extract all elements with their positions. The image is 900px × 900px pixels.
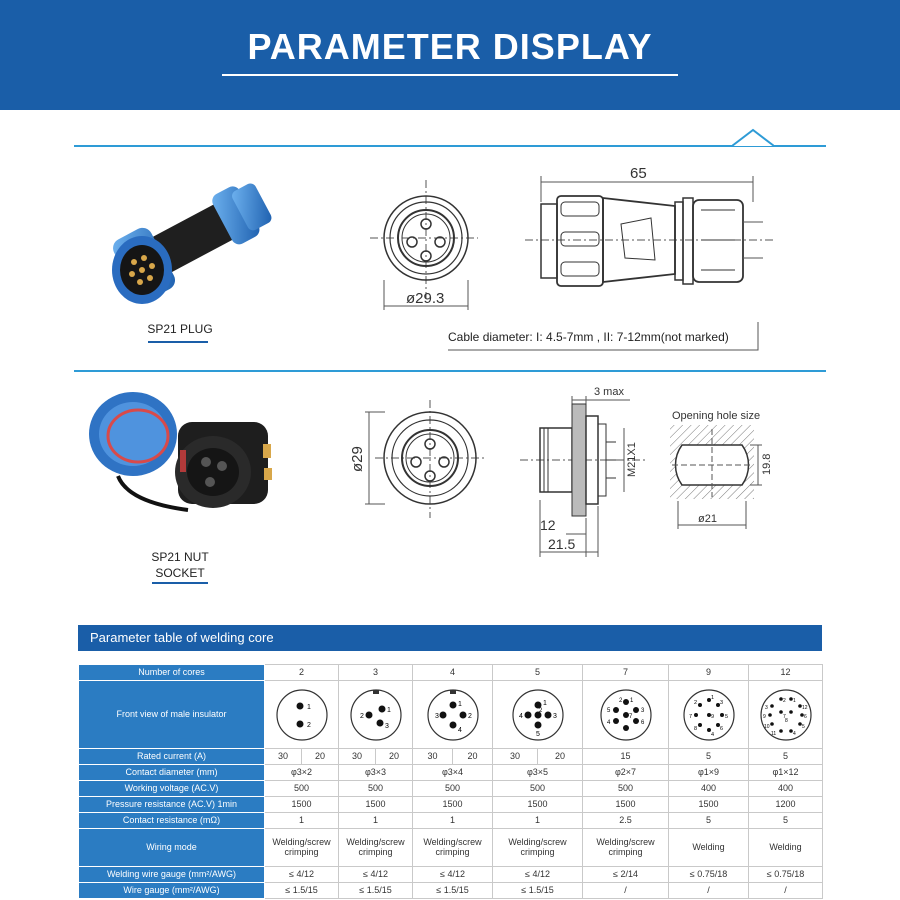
cell-insulator-2 — [265, 681, 339, 749]
cell-voltage: 500 — [265, 781, 339, 797]
insulator-9-icon — [682, 688, 736, 742]
insulator-5-icon — [511, 688, 565, 742]
svg-text:6: 6 — [640, 719, 644, 726]
section-divider-mid — [74, 370, 826, 372]
cell-resistance: 1 — [339, 813, 413, 829]
socket-thread-dim: M21X1 — [626, 442, 638, 477]
cell-cores: 12 — [749, 665, 823, 681]
opening-height-dim: 19.8 — [761, 453, 773, 475]
svg-text:1: 1 — [710, 694, 714, 701]
cell-current: 5 — [669, 749, 749, 765]
cell-wire-gauge: ≤ 1.5/15 — [265, 883, 339, 899]
cell-weld-gauge: ≤ 2/14 — [583, 867, 669, 883]
socket-front-drawing — [345, 400, 485, 520]
cell-wire-gauge: ≤ 1.5/15 — [413, 883, 493, 899]
svg-text:2: 2 — [538, 707, 542, 714]
cell-weld-gauge: ≤ 4/12 — [413, 867, 493, 883]
svg-text:2: 2 — [359, 712, 364, 720]
cell-current: 15 — [583, 749, 669, 765]
row-label-wire-gauge: Wire gauge (mm²/AWG) — [79, 883, 265, 899]
svg-text:3: 3 — [640, 707, 644, 714]
svg-text:12: 12 — [801, 704, 808, 711]
opening-width-dim: ø21 — [698, 513, 717, 525]
row-label-current: Rated current (A) — [79, 749, 265, 765]
svg-text:2: 2 — [693, 699, 697, 706]
svg-text:6: 6 — [719, 725, 723, 732]
row-label-pressure: Pressure resistance (AC.V) 1min — [79, 797, 265, 813]
cell-current: 30 20 — [339, 749, 413, 765]
cell-weld-gauge: ≤ 0.75/18 — [749, 867, 823, 883]
cell-wiring: Welding/screw crimping — [583, 829, 669, 867]
cell-cores: 9 — [669, 665, 749, 681]
row-label-voltage: Working voltage (AC.V) — [79, 781, 265, 797]
plug-product-image — [100, 170, 290, 320]
svg-text:1: 1 — [457, 700, 462, 708]
cell-resistance: 1 — [413, 813, 493, 829]
cell-contact-d: φ3×3 — [339, 765, 413, 781]
svg-text:1: 1 — [386, 706, 391, 714]
cell-resistance: 2.5 — [583, 813, 669, 829]
cell-wire-gauge: / — [749, 883, 823, 899]
row-label-weld-gauge: Welding wire gauge (mm²/AWG) — [79, 867, 265, 883]
svg-text:5: 5 — [801, 723, 805, 730]
svg-text:2: 2 — [782, 697, 786, 704]
svg-text:11: 11 — [770, 730, 776, 737]
cell-voltage: 500 — [493, 781, 583, 797]
svg-text:6: 6 — [803, 713, 807, 720]
cell-weld-gauge: ≤ 4/12 — [493, 867, 583, 883]
cell-wiring: Welding/screw crimping — [339, 829, 413, 867]
socket-12-dim: 12 — [540, 517, 556, 533]
insulator-7-icon — [599, 688, 653, 742]
svg-text:4: 4 — [606, 719, 610, 726]
cell-resistance: 5 — [669, 813, 749, 829]
insulator-3-icon — [349, 688, 403, 742]
svg-text:3: 3 — [552, 712, 557, 720]
socket-max-dim: 3 max — [594, 386, 624, 398]
cell-voltage: 500 — [339, 781, 413, 797]
cell-contact-d: φ2×7 — [583, 765, 669, 781]
svg-text:3: 3 — [719, 699, 723, 706]
svg-text:3: 3 — [764, 704, 768, 711]
cell-wiring: Welding/screw crimping — [493, 829, 583, 867]
svg-text:3: 3 — [434, 712, 439, 720]
cell-contact-d: φ3×5 — [493, 765, 583, 781]
socket-product-image — [78, 392, 288, 542]
row-wiring — [79, 829, 823, 867]
page-title: PARAMETER DISPLAY — [247, 26, 653, 67]
insulator-2-icon — [275, 688, 329, 742]
row-label-wiring: Wiring mode — [79, 829, 265, 867]
cell-contact-d: φ1×9 — [669, 765, 749, 781]
table-title: Parameter table of welding core — [90, 630, 274, 645]
cell-voltage: 500 — [583, 781, 669, 797]
socket-21-5-dim: 21.5 — [548, 536, 576, 552]
svg-text:4: 4 — [792, 730, 796, 737]
plug-front-drawing — [370, 180, 480, 310]
plug-length-dim: 65 — [630, 165, 647, 182]
insulator-4-icon — [426, 688, 480, 742]
svg-text:2: 2 — [306, 721, 311, 729]
svg-text:1: 1 — [306, 703, 311, 711]
cell-contact-d: φ1×12 — [749, 765, 823, 781]
cell-wire-gauge: ≤ 1.5/15 — [493, 883, 583, 899]
divider-caret-icon — [732, 128, 774, 148]
svg-text:2: 2 — [467, 712, 472, 720]
svg-text:4: 4 — [518, 712, 523, 720]
title-underline — [222, 74, 678, 76]
cell-weld-gauge: ≤ 4/12 — [265, 867, 339, 883]
opening-hole-drawing — [660, 405, 780, 535]
svg-text:5: 5 — [724, 713, 728, 720]
cell-contact-d: φ3×2 — [265, 765, 339, 781]
opening-title: Opening hole size — [672, 410, 761, 422]
cell-resistance: 1 — [493, 813, 583, 829]
cell-wire-gauge: / — [669, 883, 749, 899]
row-cores — [79, 665, 823, 681]
cell-wiring: Welding/screw crimping — [413, 829, 493, 867]
cell-voltage: 500 — [413, 781, 493, 797]
row-front-view — [79, 681, 823, 749]
cell-pressure: 1500 — [583, 797, 669, 813]
cell-weld-gauge: ≤ 0.75/18 — [669, 867, 749, 883]
svg-text:10: 10 — [763, 723, 770, 730]
cell-wiring: Welding/screw crimping — [265, 829, 339, 867]
cell-current: 30 20 — [493, 749, 583, 765]
row-wire-gauge — [79, 883, 823, 899]
socket-label-line2: SOCKET — [155, 566, 205, 580]
plug-diameter-dim: ø29.3 — [406, 290, 445, 307]
cell-cores: 7 — [583, 665, 669, 681]
cell-insulator-4 — [413, 681, 493, 749]
row-label-front: Front view of male insulator — [79, 681, 265, 749]
row-label-contact-d: Contact diameter (mm) — [79, 765, 265, 781]
socket-diameter-dim: ø29 — [349, 446, 366, 472]
svg-text:7: 7 — [782, 713, 786, 720]
cell-cores: 2 — [265, 665, 339, 681]
table-header-bar — [78, 625, 822, 651]
plug-label-underline — [148, 341, 208, 343]
svg-text:1: 1 — [542, 699, 547, 707]
svg-text:9: 9 — [710, 713, 714, 720]
svg-text:4: 4 — [710, 731, 714, 738]
cell-voltage: 400 — [749, 781, 823, 797]
row-voltage — [79, 781, 823, 797]
parameter-table — [78, 664, 823, 899]
plug-side-drawing — [525, 162, 775, 322]
svg-text:8: 8 — [784, 717, 788, 724]
cell-current: 30 20 — [265, 749, 339, 765]
svg-text:1: 1 — [629, 697, 633, 704]
cell-pressure: 1500 — [339, 797, 413, 813]
svg-text:5: 5 — [606, 707, 610, 714]
cell-cores: 4 — [413, 665, 493, 681]
cell-resistance: 1 — [265, 813, 339, 829]
socket-side-drawing — [520, 382, 650, 567]
row-current — [79, 749, 823, 765]
row-label-resistance: Contact resistance (mΩ) — [79, 813, 265, 829]
svg-text:9: 9 — [762, 713, 766, 720]
cell-resistance: 5 — [749, 813, 823, 829]
cell-wire-gauge: ≤ 1.5/15 — [339, 883, 413, 899]
svg-text:8: 8 — [693, 725, 697, 732]
cell-weld-gauge: ≤ 4/12 — [339, 867, 413, 883]
section-divider-top — [74, 145, 826, 147]
cell-contact-d: φ3×4 — [413, 765, 493, 781]
svg-text:2: 2 — [618, 697, 622, 704]
row-label-cores: Number of cores — [79, 665, 265, 681]
cell-pressure: 1500 — [265, 797, 339, 813]
cell-voltage: 400 — [669, 781, 749, 797]
note-bracket — [448, 322, 768, 352]
cell-wire-gauge: / — [583, 883, 669, 899]
cell-pressure: 1200 — [749, 797, 823, 813]
svg-text:7: 7 — [628, 713, 632, 720]
row-resistance — [79, 813, 823, 829]
cell-current: 30 20 — [413, 749, 493, 765]
cell-insulator-12 — [749, 681, 823, 749]
cell-insulator-3 — [339, 681, 413, 749]
cable-diameter-note: Cable diameter: I: 4.5-7mm , II: 7-12mm(not marked) — [448, 330, 729, 344]
cell-pressure: 1500 — [669, 797, 749, 813]
row-weld-gauge — [79, 867, 823, 883]
socket-label-line1: SP21 NUT — [151, 550, 209, 564]
row-pressure — [79, 797, 823, 813]
cell-insulator-9 — [669, 681, 749, 749]
svg-text:1: 1 — [792, 697, 796, 704]
svg-text:4: 4 — [457, 726, 462, 734]
cell-insulator-5 — [493, 681, 583, 749]
svg-text:7: 7 — [688, 713, 692, 720]
socket-label-underline — [152, 582, 208, 584]
cell-insulator-7 — [583, 681, 669, 749]
cell-pressure: 1500 — [413, 797, 493, 813]
svg-text:5: 5 — [535, 730, 540, 738]
row-contact-diameter — [79, 765, 823, 781]
cell-pressure: 1500 — [493, 797, 583, 813]
insulator-12-icon — [759, 688, 813, 742]
cell-wiring: Welding — [669, 829, 749, 867]
plug-label: SP21 PLUG — [147, 322, 213, 336]
svg-text:3: 3 — [384, 722, 389, 730]
cell-wiring: Welding — [749, 829, 823, 867]
header-banner — [0, 0, 900, 110]
cell-cores: 5 — [493, 665, 583, 681]
cell-current: 5 — [749, 749, 823, 765]
cell-cores: 3 — [339, 665, 413, 681]
